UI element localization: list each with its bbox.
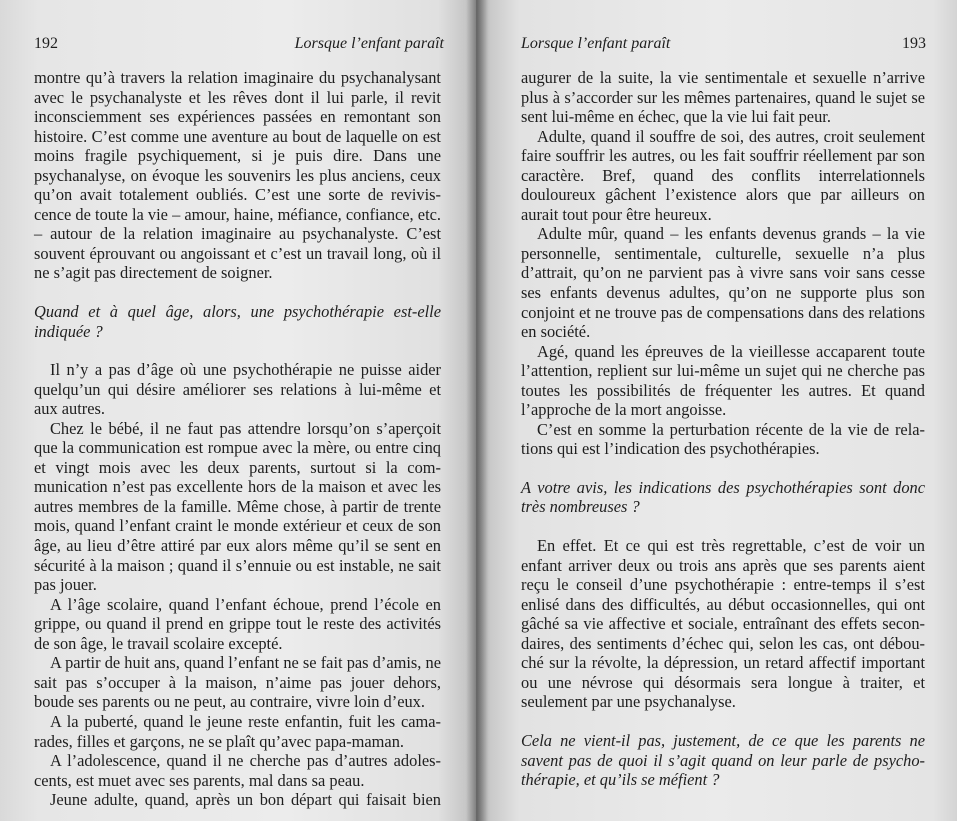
paragraph: En effet. Et ce qui est très regrettable, c’est de voir un enfant arriver deux ou trois ans après que ses parents aient reçu le conseil d’une psychothérapie : entre-temps il s’est enlisé dans des difficultés, au début occasionnelles, qui ont gâché sa vie affective et sociale, entraînant des effets secondaires, des sentiments d’échec qui, selon les cas, ont débouché sur la révolte, la dépression, un retard affectif important ou une névrose qui désormais sera longue à traiter, et seulement par une psychanalyse.: [521, 536, 925, 712]
paragraph: augurer de la suite, la vie sentimentale et sexuelle n’arrive plus à s’accorder sur les mêmes partenaires, quand le sujet se sent lui-même en échec, que la vie lui fait peur.: [521, 68, 925, 127]
left-page: [0, 0, 476, 821]
running-title-right: Lorsque l’enfant paraît: [521, 35, 671, 52]
interview-question: Cela ne vient-il pas, justement, de ce que les parents ne savent pas de quoi il s’agit quand on leur parle de psychothérapie, et qu’ils se méfient ?: [521, 730, 925, 790]
paragraph: Adulte mûr, quand – les enfants devenus grands – la vie personnelle, sentimentale, culturelle, sexuelle n’a plus d’attrait, qu’on ne parvient pas à vivre sans voir sans cesse ses enfants devenus adultes, qu’on ne supporte plus son conjoint et ne trouve pas de compensations dans des relations en société.: [521, 224, 925, 342]
paragraph: Il n’y a pas d’âge où une psychothérapie ne puisse aider quelqu’un qui désire améliorer ses relations à lui-même et aux autres.: [34, 360, 441, 419]
paragraph: A partir de huit ans, quand l’enfant ne se fait pas d’amis, ne sait pas s’occuper à la maison, n’aime pas jouer dehors, boude ses parents ou ne peut, au contraire, vivre loin d’eux.: [34, 653, 441, 712]
page-number-right: 193: [902, 35, 926, 52]
interview-question: A votre avis, les indications des psychothérapies sont donc très nombreuses ?: [521, 477, 925, 517]
paragraph: Chez le bébé, il ne faut pas attendre lorsqu’on s’aperçoit que la communication est rompue avec la mère, ou entre cinq et vingt mois avec les deux parents, surtout si la communication n’est pas excellente hors de la maison et avec les autres membres de la famille. Même chose, à partir de trente mois, quand l’enfant craint le monde extérieur et ceux de son âge, au lieu d’être attiré par eux alors même qu’il se sent en sécurité à la maison ; quand il s’ennuie ou est instable, ne sait pas jouer.: [34, 418, 441, 595]
left-text-block: [34, 68, 441, 810]
book-gutter-shadow: [466, 0, 488, 821]
running-title-left: Lorsque l’enfant paraît: [294, 35, 444, 52]
paragraph: montre qu’à travers la relation imaginaire du psychanalysant avec le psychanalyste et les rêves dont il lui parle, il revit inconsciemment ses expériences passées en remontant son histoire. C’est comme une aventure au bout de laquelle on est moins fragile psychiquement, si je puis dire. Dans une psychanalyse, on évoque les souvenirs les plus anciens, ceux qu’on avait totalement oubliés. C’est une sorte de reviviscence de toute la vie – amour, haine, méfiance, confiance, etc. – autour de la relation imaginaire au psychanalyste. C’est souvent éprouvant ou angoissant et c’est un travail long, où il ne s’agit pas directement de soigner.: [34, 68, 441, 283]
paragraph: C’est en somme la perturbation récente de la vie de relations qui est l’indication des psychothérapies.: [521, 419, 925, 459]
paragraph: Adulte, quand il souffre de soi, des autres, croit seulement faire souffrir les autres, ou les fait souffrir réellement par son caractère. Bref, quand des conflits interrelationnels douloureux gâchent l’existence alors que par ailleurs on aurait tout pour être heureux.: [521, 126, 925, 224]
paragraph: A l’âge scolaire, quand l’enfant échoue, prend l’école en grippe, ou quand il prend en grippe tout le reste des activités de son âge, le travail scolaire excepté.: [34, 594, 441, 653]
right-text-block: [521, 68, 925, 790]
paragraph: A la puberté, quand le jeune reste enfantin, fuit les camarades, filles et garçons, ne se plaît qu’avec papa-maman.: [34, 711, 441, 751]
paragraph: Agé, quand les épreuves de la vieillesse accaparent toute l’attention, replient sur lui-même un sujet qui ne cherche pas toutes les possibilités de fréquenter les autres. Et quand l’approche de la mort angoisse.: [521, 341, 925, 420]
page-number-left: 192: [34, 35, 58, 52]
paragraph: A l’adolescence, quand il ne cherche pas d’autres adolescents, est muet avec ses parents, mal dans sa peau.: [34, 751, 441, 790]
interview-question: Quand et à quel âge, alors, une psychothérapie est-elle indiquée ?: [34, 302, 441, 341]
paragraph: Jeune adulte, quand, après un bon départ qui faisait bien: [50, 790, 441, 810]
